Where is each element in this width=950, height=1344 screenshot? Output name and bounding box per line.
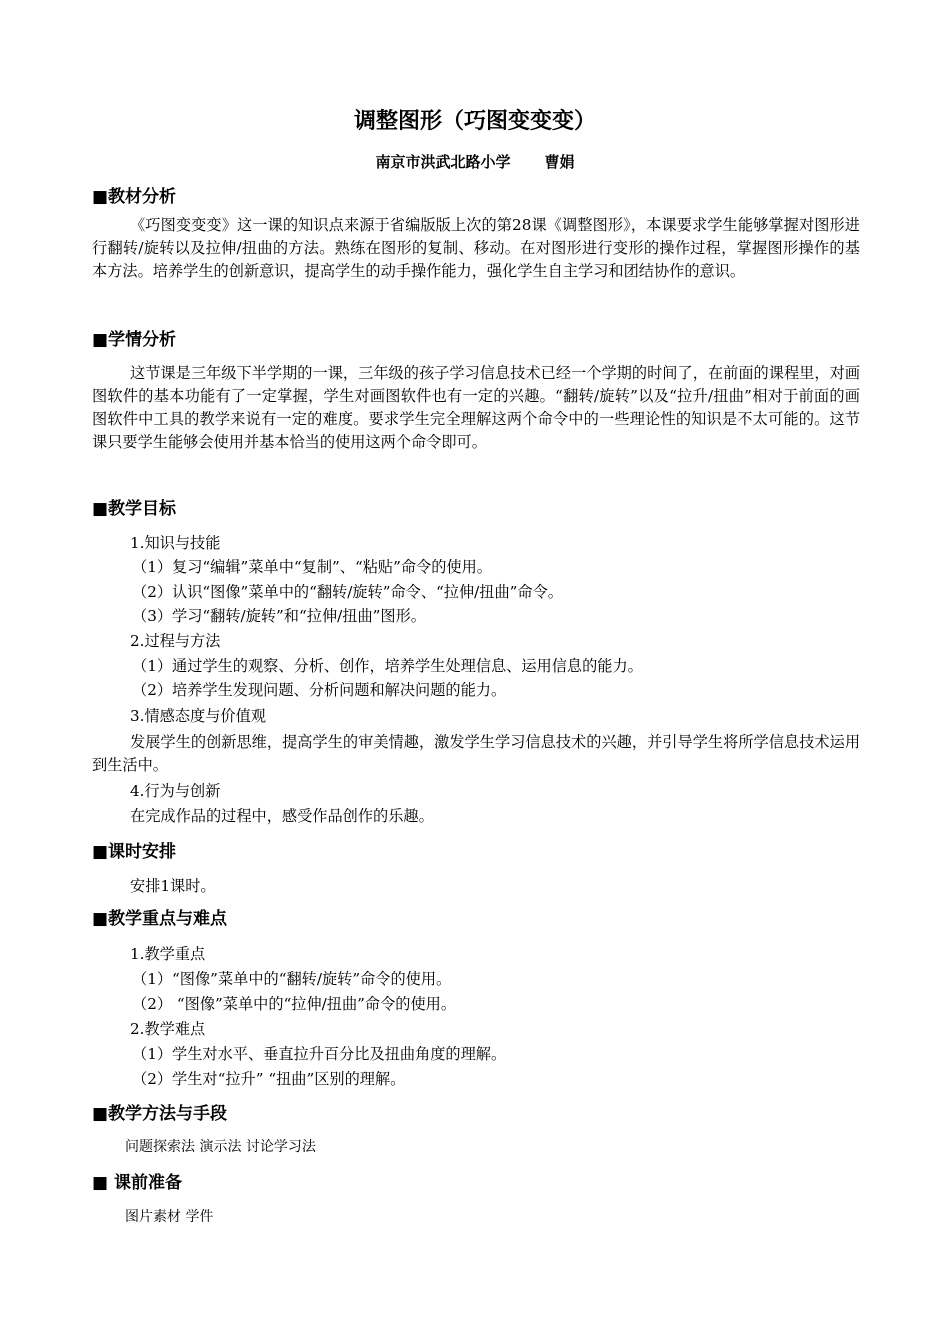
goal-item: （2）认识“图像”菜单中的“翻转/旋转”命令、“拉伸/扭曲”命令。 bbox=[132, 583, 563, 601]
author-school: 南京市洪武北路小学 bbox=[375, 153, 511, 171]
goal-item: （2）培养学生发现问题、分析问题和解决问题的能力。 bbox=[132, 681, 507, 699]
heading-class-schedule: ■课时安排 bbox=[92, 842, 177, 862]
goal-item: 1.知识与技能 bbox=[130, 534, 221, 552]
key-point-item: 2.教学难点 bbox=[130, 1020, 206, 1038]
heading-textbook-analysis: ■教材分析 bbox=[92, 187, 177, 207]
goal-item: 在完成作品的过程中，感受作品创作的乐趣。 bbox=[130, 807, 434, 825]
heading-preparation: ■ 课前准备 bbox=[92, 1173, 182, 1193]
author-name: 曹娟 bbox=[544, 153, 575, 171]
goal-item: 4.行为与创新 bbox=[130, 782, 221, 800]
key-point-item: 1.教学重点 bbox=[130, 945, 206, 963]
goal-item: 3.情感态度与价值观 bbox=[130, 707, 266, 725]
author-line bbox=[0, 151, 950, 173]
goal-item: 2.过程与方法 bbox=[130, 632, 221, 650]
key-point-item: （2） “图像”菜单中的“拉伸/扭曲”命令的使用。 bbox=[132, 995, 457, 1013]
key-point-item: （1）“图像”菜单中的“翻转/旋转”命令的使用。 bbox=[132, 970, 452, 988]
key-point-item: （2）学生对“拉升” “扭曲”区别的理解。 bbox=[132, 1070, 406, 1088]
student-analysis-paragraph: 这节课是三年级下半学期的一课，三年级的孩子学习信息技术已经一个学期的时间了，在前面的课程里，对画图软件的基本功能有了一定掌握，学生对画图软件也有一定的兴趣。“翻转/旋转”以及“拉升/扭曲”相对于前面的画图软件中工具的教学来说有一定的难度。要求学生完全理解这两个命令中的一些理论性的知识是不太可能的。这节课只要学生能够会使用并基本恰当的使用这两个命令即可。 bbox=[92, 364, 860, 451]
heading-teaching-goals: ■教学目标 bbox=[92, 499, 177, 519]
heading-key-points: ■教学重点与难点 bbox=[92, 909, 228, 929]
goal-item: （3）学习“翻转/旋转”和“拉伸/扭曲”图形。 bbox=[132, 607, 426, 625]
heading-teaching-methods: ■教学方法与手段 bbox=[92, 1104, 228, 1124]
heading-student-analysis: ■学情分析 bbox=[92, 330, 177, 350]
preparation-text: 图片素材 学件 bbox=[125, 1209, 214, 1225]
document-title: 调整图形（巧图变变变） bbox=[353, 109, 596, 134]
goal-paragraph: 发展学生的创新思维，提高学生的审美情趣，激发学生学习信息技术的兴趣，并引导学生将所学信息技术运用到生活中。 bbox=[92, 733, 860, 774]
schedule-text: 安排1课时。 bbox=[130, 877, 216, 895]
teaching-methods-text: 问题探索法 演示法 讨论学习法 bbox=[125, 1139, 316, 1155]
textbook-analysis-paragraph: 《巧图变变变》这一课的知识点来源于省编版版上次的第28课《调整图形》，本课要求学生能够掌握对图形进行翻转/旋转以及拉伸/扭曲的方法。熟练在图形的复制、移动。在对图形进行变形的操作过程，掌握图形操作的基本方法。培养学生的创新意识，提高学生的动手操作能力，强化学生自主学习和团结协作的意识。 bbox=[92, 216, 860, 280]
goal-item: （1）通过学生的观察、分析、创作，培养学生处理信息、运用信息的能力。 bbox=[132, 657, 643, 675]
key-point-item: （1）学生对水平、垂直拉升百分比及扭曲角度的理解。 bbox=[132, 1045, 507, 1063]
goal-item: （1）复习“编辑”菜单中“复制”、“粘贴”命令的使用。 bbox=[132, 558, 492, 576]
